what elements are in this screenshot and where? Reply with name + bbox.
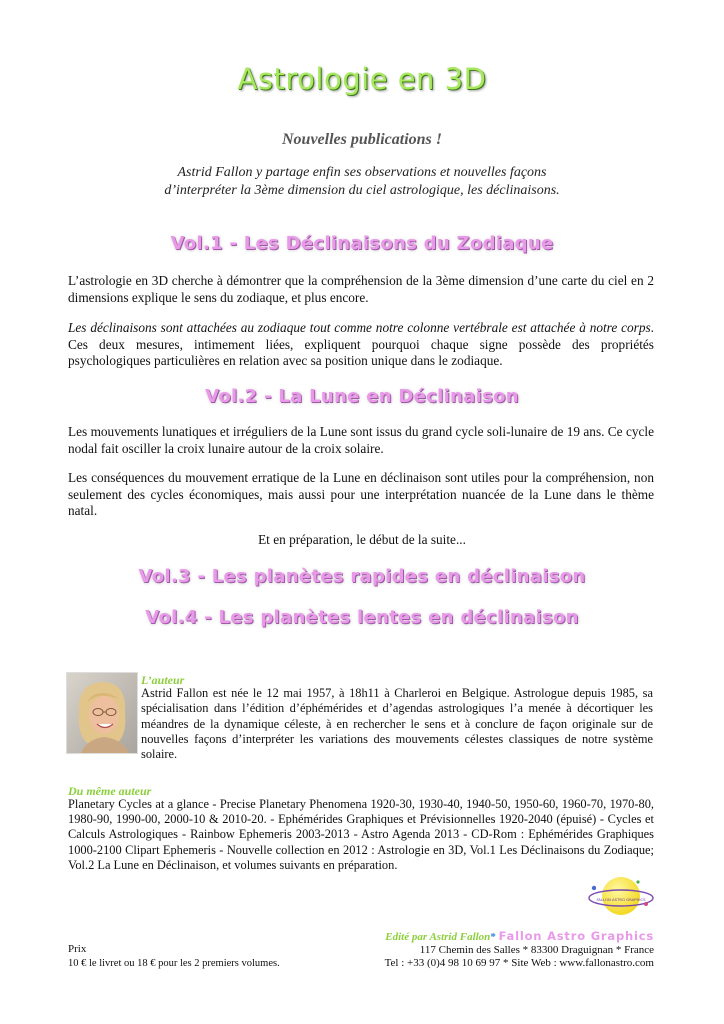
star-separator: * bbox=[490, 931, 496, 943]
vol1-heading: Vol.1 - Les Déclinaisons du Zodiaque bbox=[170, 233, 554, 254]
publisher-contact: Tel : +33 (0)4 98 10 69 97 * Site Web : www.fallonastro.com bbox=[384, 957, 654, 969]
vol2-paragraph-2: Les conséquences du mouvement erratique de la Lune en déclinaison sont utiles pour la compréhension, non seulement des cycles économiques, mais aussi pour une interprétation nuancée de la Lune dans le thème natal. bbox=[68, 470, 654, 518]
vol1-paragraph-2 bbox=[68, 320, 654, 370]
same-author-heading: Du même auteur bbox=[68, 784, 152, 798]
preparation-note: Et en préparation, le début de la suite... bbox=[258, 532, 466, 547]
logo-text: FALLON ASTRO GRAPHICS bbox=[596, 897, 646, 902]
vol1-paragraph-2-rest: . Ces deux mesures, intimement liées, expliquent pourquoi chaque signe possède des propriétés psychologiques particulières en relation avec sa position unique dans le zodiaque. bbox=[68, 320, 654, 368]
intro-line-1: Astrid Fallon y partage enfin ses observations et nouvelles façons bbox=[177, 165, 547, 180]
same-author-bibliography: Planetary Cycles at a glance - Precise Planetary Phenomena 1920-30, 1930-40, 1940-50, 1950-60, 1960-70, 1970-80, 1980-90, 1990-00, 2000-10 & 2010-20. - Ephémérides Graphiques et Prévisionnelles 1920-2040 (épuisé) - Cycles et Calculs Astrologiques - Rainbow Ephemeris 2003-2013 - Astro Agenda 2013 - CD-Rom : Ephémérides Graphiques 1000-2100 Clipart Ephemeris - Nouvelle collection en 2012 : Astrologie en 3D, Vol.1 Les Déclinaisons du Zodiaque; Vol.2 La Lune en Déclinaison, et volumes suivants en préparation. bbox=[68, 797, 654, 872]
author-portrait-image bbox=[67, 673, 137, 753]
author-bio: Astrid Fallon est née le 12 mai 1957, à 18h11 à Charleroi en Belgique. Astrologue depuis 1985, sa spécialisation dans l’édition d’éphémérides et d’agendas astrologiques l’a menée à décortiquer les méandres de la dynamique céleste, à en rechercher le sens et à conclure de façon originale sur de nouvelles façons d’interpréter les variations des mouvements célestes classiques de notre système solaire. bbox=[141, 686, 653, 762]
intro-line-2: d’interpréter la 3ème dimension du ciel astrologique, les déclinaisons. bbox=[164, 183, 560, 198]
edited-by: Edité par Astrid Fallon bbox=[385, 931, 491, 943]
planet-logo-icon bbox=[586, 874, 656, 920]
publisher-address: 117 Chemin des Salles * 83300 Draguignan * France bbox=[419, 944, 654, 956]
price-label: Prix bbox=[68, 943, 87, 955]
subtitle: Nouvelles publications ! bbox=[281, 131, 442, 148]
vol1-paragraph-1: L’astrologie en 3D cherche à démontrer que la compréhension de la 3ème dimension d’une carte du ciel en 2 dimensions explique le sens du zodiaque, et plus encore. bbox=[68, 273, 654, 305]
publisher-brand: Fallon Astro Graphics bbox=[498, 929, 654, 943]
author-heading: L’auteur bbox=[141, 673, 185, 687]
vol2-heading: Vol.2 - La Lune en Déclinaison bbox=[205, 386, 519, 407]
vol1-paragraph-2-italic: Les déclinaisons sont attachées au zodiaque tout comme notre colonne vertébrale est attachée à notre corps bbox=[68, 320, 651, 335]
fallon-astro-logo bbox=[586, 874, 656, 920]
vol2-paragraph-1: Les mouvements lunatiques et irréguliers de la Lune sont issus du grand cycle soli-lunaire de 19 ans. Ce cycle nodal fait osciller la croix lunaire autour de la croix solaire. bbox=[68, 424, 654, 456]
price-text: 10 € le livret ou 18 € pour les 2 premiers volumes. bbox=[68, 958, 280, 969]
page-title: Astrologie en 3D bbox=[237, 62, 487, 96]
author-portrait bbox=[66, 672, 138, 754]
vol3-heading: Vol.3 - Les planètes rapides en déclinaison bbox=[138, 566, 586, 587]
intro-text bbox=[120, 164, 604, 200]
vol4-heading: Vol.4 - Les planètes lentes en déclinaison bbox=[145, 607, 579, 628]
editor-line bbox=[385, 929, 654, 943]
